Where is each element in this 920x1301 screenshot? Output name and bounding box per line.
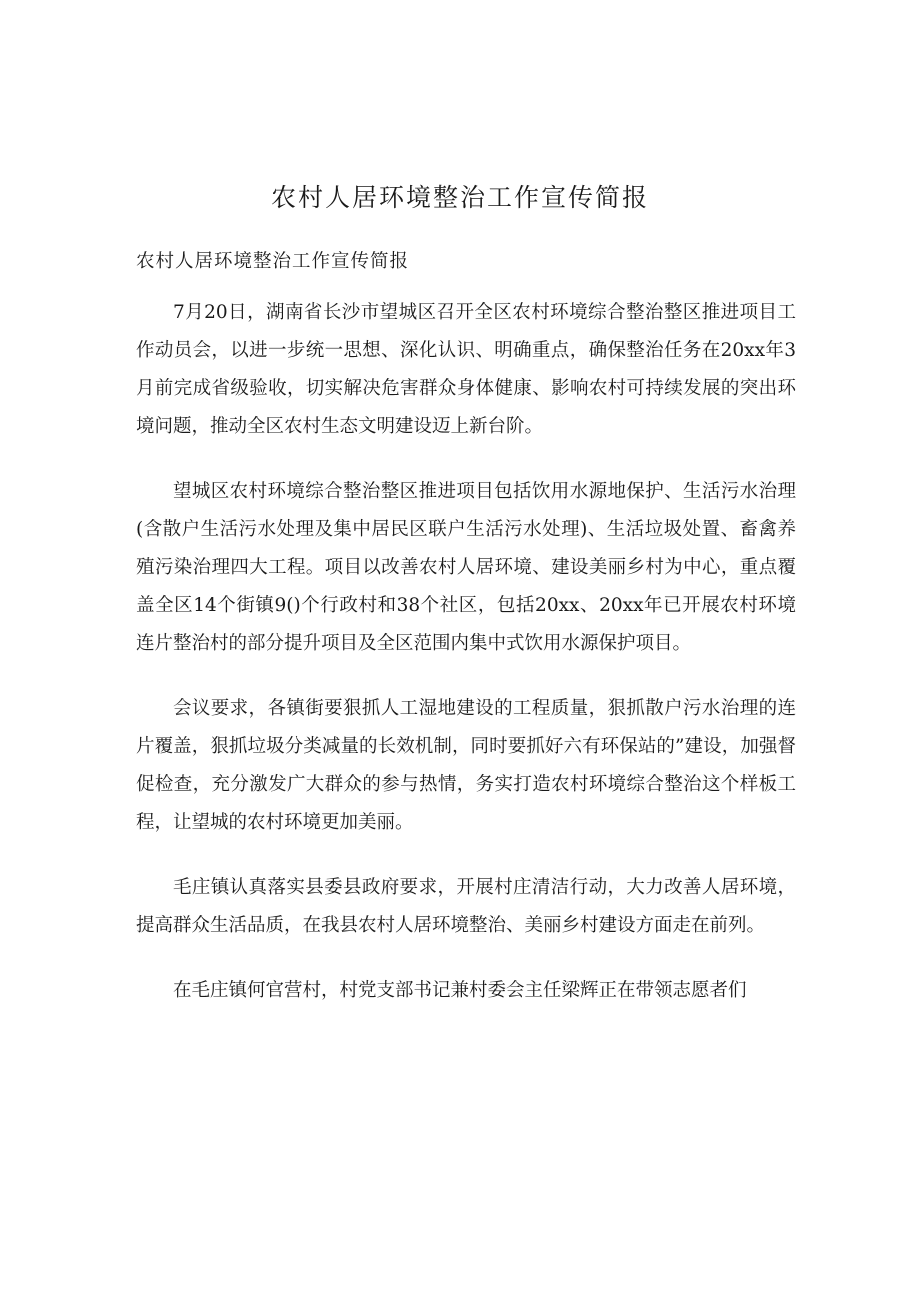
paragraph-2: 望城区农村环境综合整治整区推进项目包括饮用水源地保护、生活污水治理(含散户生活污水处理及集中居民区联户生活污水处理)、生活垃圾处置、畜禽养殖污染治理四大工程。项目以改善农村人居环境、建设美丽乡村为中心，重点覆盖全区14个街镇9()个行政村和38个社区，包括20xx、20xx年已开展农村环境连片整治村的部分提升项目及全区范围内集中式饮用水源保护项目。 [136,481,796,654]
document-title: 农村人居环境整治工作宣传简报 [270,183,649,212]
paragraph-4: 毛庄镇认真落实县委县政府要求，开展村庄清洁行动，大力改善人居环境，提高群众生活品质，在我县农村人居环境整治、美丽乡村建设方面走在前列。 [136,877,796,936]
document-subtitle: 农村人居环境整治工作宣传简报 [136,251,410,272]
paragraph-3: 会议要求，各镇街要狠抓人工湿地建设的工程质量，狠抓散户污水治理的连片覆盖，狠抓垃圾分类减量的长效机制，同时要抓好六有环保站的”建设，加强督促检查，充分激发广大群众的参与热情，务实打造农村环境综合整治这个样板工程，让望城的农村环境更加美丽。 [136,698,796,833]
paragraph-5: 在毛庄镇何官营村，村党支部书记兼村委会主任梁辉正在带领志愿者们 [173,980,747,1001]
paragraph-1: 7月20日，湖南省长沙市望城区召开全区农村环境综合整治整区推进项目工作动员会，以进一步统一思想、深化认识、明确重点，确保整治任务在20xx年3月前完成省级验收，切实解决危害群众身体健康、影响农村可持续发展的突出环境问题，推动全区农村生态文明建设迈上新台阶。 [136,302,796,437]
document-body [136,294,796,1037]
